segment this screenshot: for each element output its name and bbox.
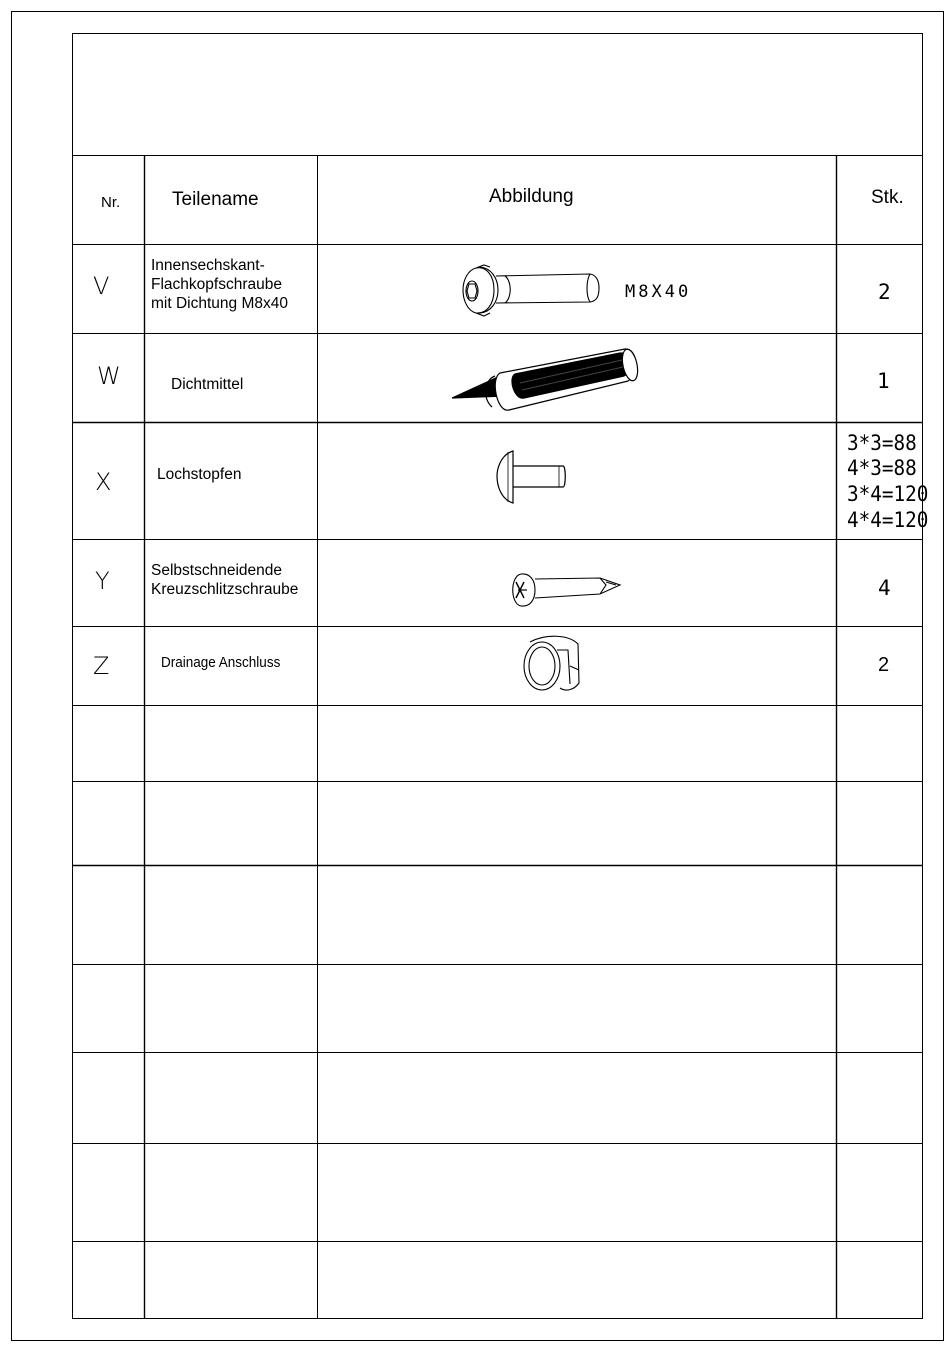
part-nr: Y	[95, 567, 110, 595]
part-qty: 2	[878, 280, 891, 304]
sealant-tube-icon	[452, 348, 640, 410]
part-name-line: mit Dichtung M8x40	[151, 295, 288, 312]
part-qty: 2	[878, 654, 890, 676]
hex-socket-screw-icon	[463, 265, 599, 316]
part-name-line: Flachkopfschraube	[151, 276, 282, 293]
hole-plug-icon	[497, 451, 565, 503]
part-name-line: Innensechskant-	[151, 257, 265, 274]
header-name: Teilename	[172, 189, 259, 210]
self-tapping-screw-icon	[513, 574, 620, 606]
screw-size-label: M8X40	[625, 282, 692, 302]
part-nr: W	[97, 362, 121, 390]
part-qty: 4	[878, 576, 891, 600]
part-nr: Z	[93, 652, 110, 680]
header-qty: Stk.	[871, 187, 904, 208]
part-qty-line: 3*4=120	[847, 482, 929, 506]
header-nr: Nr.	[101, 194, 121, 211]
part-name-line: Selbstschneidende	[151, 562, 282, 579]
part-nr: V	[93, 272, 110, 300]
part-name: Lochstopfen	[157, 466, 242, 483]
part-qty-line: 3*3=88	[847, 431, 917, 455]
part-name: Dichtmittel	[171, 376, 244, 393]
part-qty-line: 4*4=120	[847, 508, 929, 532]
part-qty-line: 4*3=88	[847, 456, 917, 480]
part-name: Drainage Anschluss	[161, 654, 281, 671]
part-name-line: Kreuzschlitzschraube	[151, 581, 299, 598]
header-image: Abbildung	[489, 186, 574, 207]
table-frame	[73, 34, 923, 1319]
drainage-connector-icon	[524, 636, 579, 690]
part-nr: X	[95, 468, 112, 496]
part-qty: 1	[877, 369, 890, 393]
